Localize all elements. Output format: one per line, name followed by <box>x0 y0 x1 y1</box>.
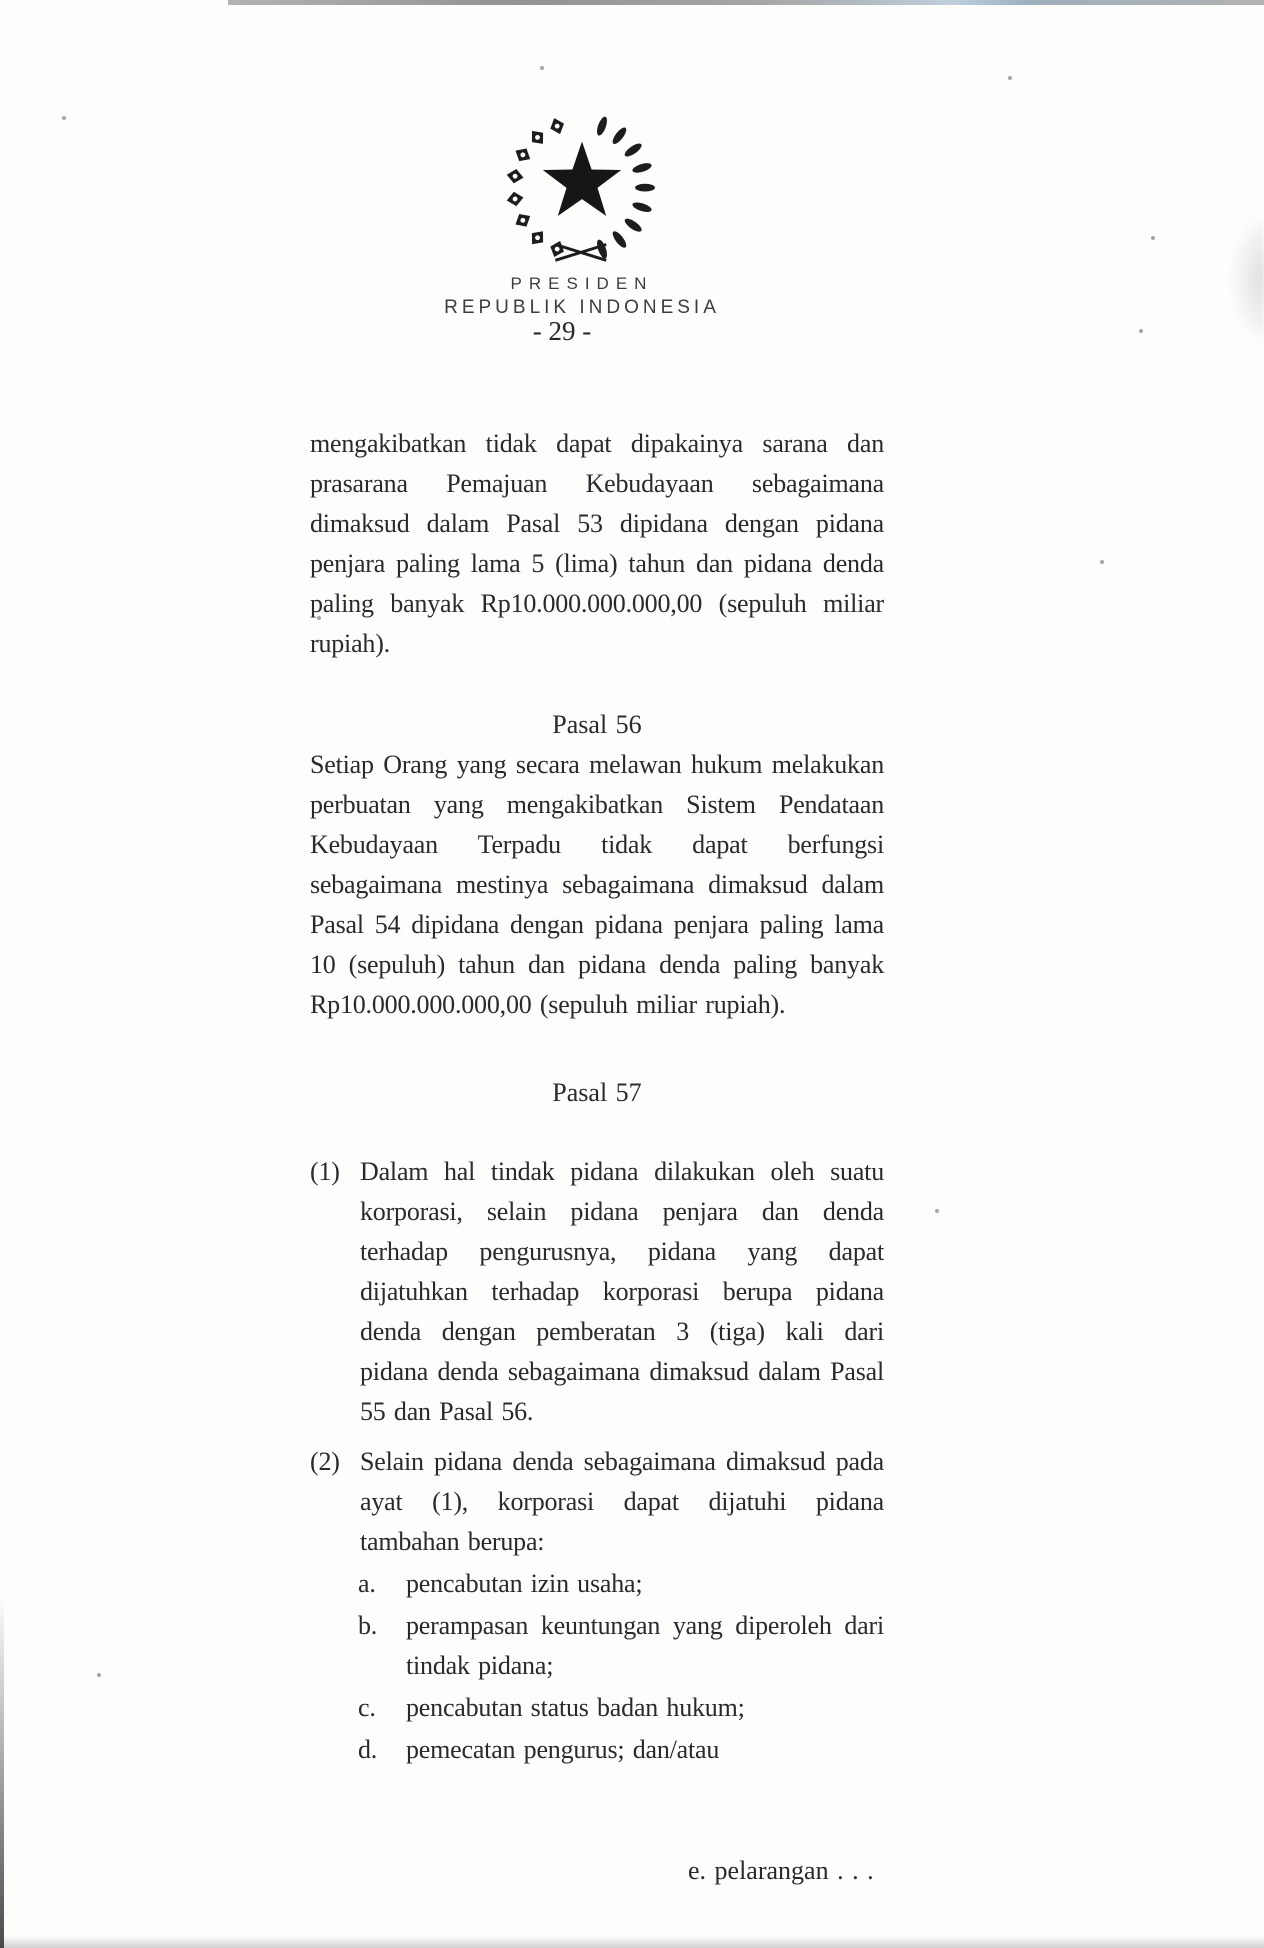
scan-speck <box>1139 329 1143 333</box>
sub-item-text: pencabutan status badan hukum; <box>406 1693 745 1722</box>
presidential-emblem-icon <box>497 110 667 270</box>
item-text: Dalam hal tindak pidana dilakukan oleh suatu korporasi, selain pidana penjara dan denda terhadap pengurusnya, pidana yang dapat dijatuhkan terhadap korporasi berupa pidana denda dengan pemberatan 3 (tiga) kali dari pidana denda sebagaimana dimaksud dalam Pasal 55 dan Pasal 56. <box>360 1157 884 1426</box>
page-number: - 29 - <box>532 316 592 346</box>
sub-item-text: perampasan keuntungan yang diperoleh dari tindak pidana; <box>406 1611 884 1680</box>
continuation-paragraph: mengakibatkan tidak dapat dipakainya sarana dan prasarana Pemajuan Kebudayaan sebagaimana dimaksud dalam Pasal 53 dipidana dengan pidana penjara paling lama 5 (lima) tahun dan pidana denda paling banyak Rp10.000.000.000,00 (sepuluh miliar rupiah). <box>310 429 884 658</box>
pasal-57-item-2 <box>310 1442 884 1562</box>
sub-item-a <box>358 1564 884 1604</box>
sub-item-b <box>358 1606 884 1686</box>
scan-speck <box>1008 76 1012 80</box>
scan-speck <box>97 1673 101 1677</box>
pasal-57-heading: Pasal 57 <box>552 1078 642 1107</box>
header-title-republik-indonesia: REPUBLIK INDONESIA <box>444 297 720 318</box>
scan-speck <box>935 1209 939 1213</box>
pasal-56-heading: Pasal 56 <box>552 710 642 739</box>
sub-item-text: pencabutan izin usaha; <box>406 1569 643 1598</box>
sub-item-text: pemecatan pengurus; dan/atau <box>406 1735 720 1764</box>
item-number: (1) <box>310 1157 340 1186</box>
scan-speck <box>1100 560 1104 564</box>
scan-artifact-right-smudge <box>1228 212 1264 347</box>
document-header <box>0 110 1164 319</box>
scan-artifact-top-edge <box>228 0 1264 5</box>
scan-speck <box>540 66 544 70</box>
sub-item-letter: a. <box>358 1569 376 1598</box>
sub-item-letter: c. <box>358 1693 376 1722</box>
page-catchword: e. pelarangan . . . <box>688 1856 874 1885</box>
scan-artifact-left-edge <box>0 1598 4 1948</box>
scan-artifact-bottom-edge <box>0 1936 1264 1948</box>
sub-item-c <box>358 1688 884 1728</box>
pasal-57-item-1 <box>310 1152 884 1432</box>
sub-item-letter: d. <box>358 1735 378 1764</box>
sub-item-d <box>358 1730 884 1770</box>
item-text: Selain pidana denda sebagaimana dimaksud pada ayat (1), korporasi dapat dijatuhi pidana tambahan berupa: <box>360 1447 884 1556</box>
sub-item-letter: b. <box>358 1611 378 1640</box>
header-title-presiden: PRESIDEN <box>510 274 654 293</box>
document-body <box>310 424 884 1770</box>
item-number: (2) <box>310 1447 340 1476</box>
pasal-56-paragraph: Setiap Orang yang secara melawan hukum melakukan perbuatan yang mengakibatkan Sistem Pendataan Kebudayaan Terpadu tidak dapat berfungsi sebagaimana mestinya sebagaimana dimaksud dalam Pasal 54 dipidana dengan pidana penjara paling lama 10 (sepuluh) tahun dan pidana denda paling banyak Rp10.000.000.000,00 (sepuluh miliar rupiah). <box>310 750 884 1019</box>
